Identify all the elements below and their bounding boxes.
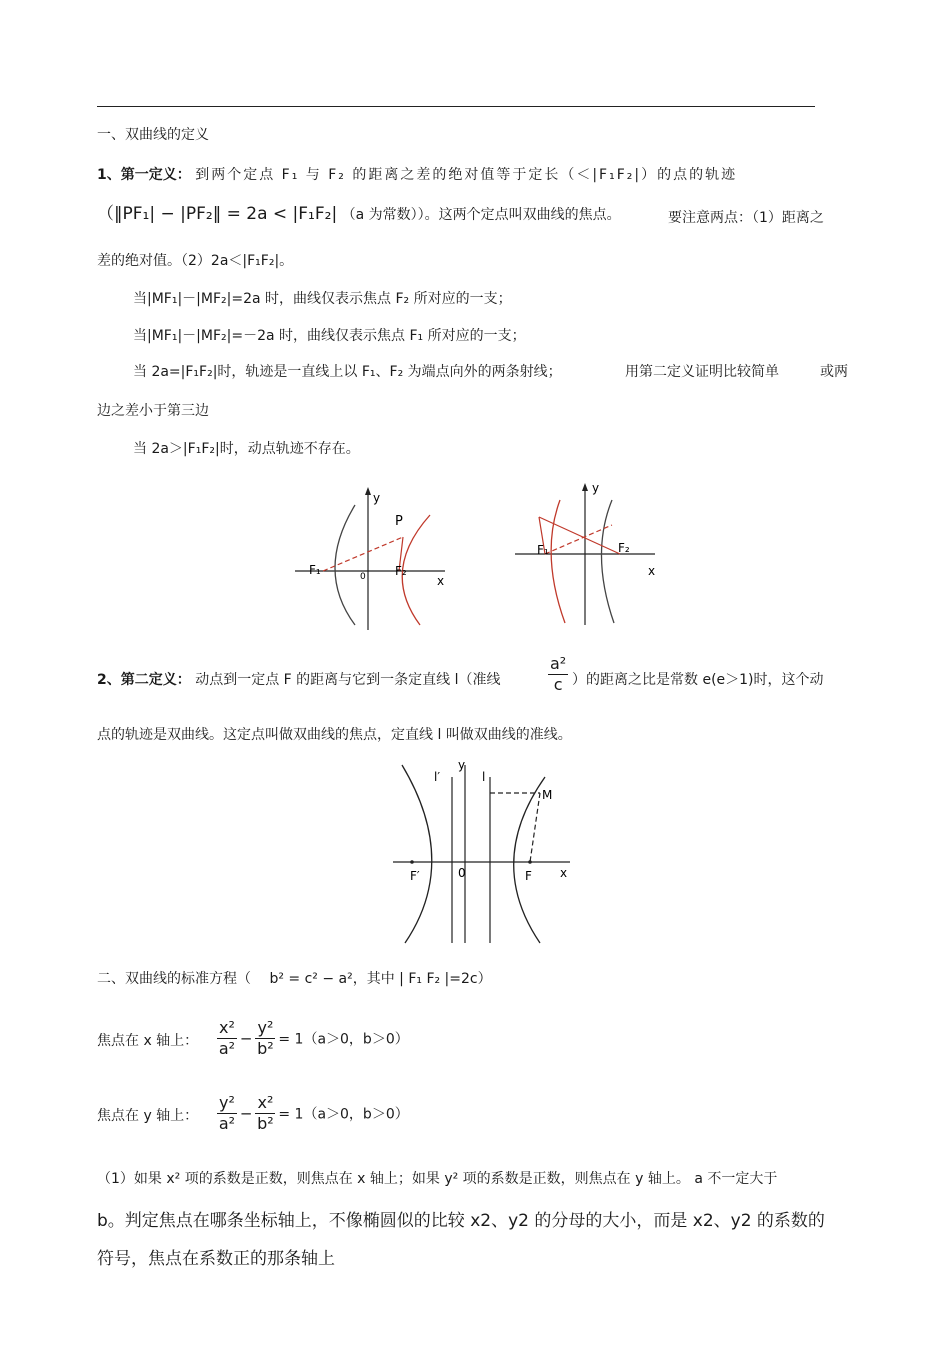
focus-left-point — [410, 860, 414, 864]
section2-title-line — [97, 970, 492, 988]
case-4: 当 2a＞|F₁F₂|时，动点轨迹不存在。 — [133, 441, 360, 457]
case-3b: 用第二定义证明比较简单 — [625, 364, 779, 380]
yfocus-den1: a² — [218, 1114, 236, 1133]
def1-text-1: 到两个定点 F₁ 与 F₂ 的距离之差的绝对值等于定长（＜|F₁F₂|）的点的轨迹 — [195, 167, 738, 183]
fig2-x-label: x — [648, 564, 656, 578]
fig1-f2-label: F₂ — [395, 564, 407, 578]
def2-label: 2、第二定义： — [97, 672, 191, 688]
hyperbola-figure-2 — [510, 475, 665, 630]
note-1: （1）如果 x² 项的系数是正数，则焦点在 x 轴上；如果 y² 项的系数是正数，则焦点在 y 轴上。 a 不一定大于 — [97, 1171, 778, 1187]
xfocus-label: 焦点在 x 轴上： — [97, 1033, 199, 1049]
def1-text-2: （a 为常数））。这两个定点叫双曲线的焦点。 — [341, 207, 621, 223]
def1-note: 要注意两点：（1）距离之 — [668, 210, 824, 226]
def2-text-2: ）的距离之比是常数 e(e＞1)时，这个动 — [572, 672, 824, 688]
note-3: 符号，焦点在系数正的那条轴上 — [97, 1249, 335, 1269]
left-branch — [402, 765, 432, 943]
fraction-numerator: a² — [550, 654, 567, 673]
note-2: b。判定焦点在哪条坐标轴上，不像椭圆似的比较 x2、y2 的分母的大小，而是 x2、y2 的系数的 — [97, 1211, 825, 1231]
fraction-denominator: c — [553, 675, 563, 694]
fig2-f2-label: F₂ — [618, 541, 630, 555]
hyperbola-figure-3 — [390, 757, 580, 945]
section1-title: 一、双曲线的定义 — [97, 127, 209, 143]
relation-formula: b² = c² − a²，其中 | F₁ F₂ |=2c） — [269, 971, 492, 987]
mf-segment — [530, 793, 540, 862]
case-3c: 或两 — [820, 364, 848, 380]
fig3-lprime-label: l′ — [434, 770, 441, 784]
def2-text-1: 动点到一定点 F 的距离与它到一条定直线 l（准线 — [195, 672, 501, 688]
xfocus-equation: $\frac{\text{x²}}{\text{a²}}$ − $\frac{\text{y²}}{\text{b²}}$ = 1（a＞0，b＞0） — [218, 1018, 409, 1058]
right-branch — [514, 777, 545, 943]
def1-label: 1、第一定义： — [97, 167, 191, 183]
y-arrow-icon — [365, 487, 371, 495]
xfocus-den2: b² — [257, 1039, 274, 1058]
right-branch — [601, 500, 614, 623]
case-1: 当|MF₁|－|MF₂|=2a 时，曲线仅表示焦点 F₂ 所对应的一支； — [133, 291, 512, 307]
yfocus-num1: y² — [219, 1093, 235, 1112]
fig3-m-label: M — [542, 788, 553, 802]
xfocus-tail: = 1（a＞0，b＞0） — [278, 1031, 409, 1048]
xfocus-den1: a² — [218, 1039, 236, 1058]
fig2-f1-label: F₁ — [537, 543, 549, 557]
left-branch — [551, 500, 565, 623]
fig1-p-label: P — [395, 514, 403, 529]
xfocus-num1: x² — [219, 1018, 235, 1037]
def1-formula: （‖PF₁| − |PF₂‖ = 2a < |F₁F₂| — [97, 204, 338, 224]
y-arrow-icon — [582, 483, 588, 491]
yfocus-tail: = 1（a＞0，b＞0） — [278, 1106, 409, 1123]
xfocus-num2: y² — [257, 1018, 274, 1037]
yfocus-num2: x² — [257, 1093, 274, 1112]
fig3-x-label: x — [560, 866, 568, 880]
directrix-fraction — [548, 654, 568, 695]
fig3-y-label: y — [458, 758, 466, 772]
focus-right-point — [528, 860, 532, 864]
top-rule — [97, 106, 815, 107]
case-3d: 边之差小于第三边 — [97, 403, 209, 419]
hyperbola-figure-1 — [275, 475, 460, 635]
fig1-origin-label: 0 — [360, 572, 366, 582]
fig3-f-label: F — [525, 869, 532, 883]
yfocus-equation: $\frac{\text{y²}}{\text{a²}}$ − $\frac{\text{x²}}{\text{b²}}$ = 1（a＞0，b＞0） — [218, 1093, 409, 1133]
fig3-origin-label: 0 — [458, 866, 466, 880]
fig1-f1-label: F₁ — [309, 563, 321, 577]
yfocus-den2: b² — [257, 1114, 274, 1133]
case-3a: 当 2a=|F₁F₂|时，轨迹是一直线上以 F₁、F₂ 为端点向外的两条射线； — [133, 364, 562, 380]
case-2: 当|MF₁|－|MF₂|=－2a 时，曲线仅表示焦点 F₁ 所对应的一支； — [133, 328, 526, 344]
def1-line2 — [97, 205, 621, 224]
section2-title: 二、双曲线的标准方程（ — [97, 971, 251, 987]
def1-line3: 差的绝对值。（2）2a＜|F₁F₂|。 — [97, 253, 294, 269]
fig1-x-label: x — [437, 574, 445, 588]
fig2-y-label: y — [592, 481, 600, 495]
fig3-l-label: l — [482, 770, 486, 784]
def2-line1 — [97, 671, 501, 689]
yfocus-label: 焦点在 y 轴上： — [97, 1108, 199, 1124]
def1-line1 — [97, 166, 737, 184]
fig3-fprime-label: F′ — [410, 869, 420, 883]
def2-line3: 点的轨迹是双曲线。这定点叫做双曲线的焦点，定直线 l 叫做双曲线的准线。 — [97, 727, 572, 743]
fig1-y-label: y — [373, 491, 381, 505]
